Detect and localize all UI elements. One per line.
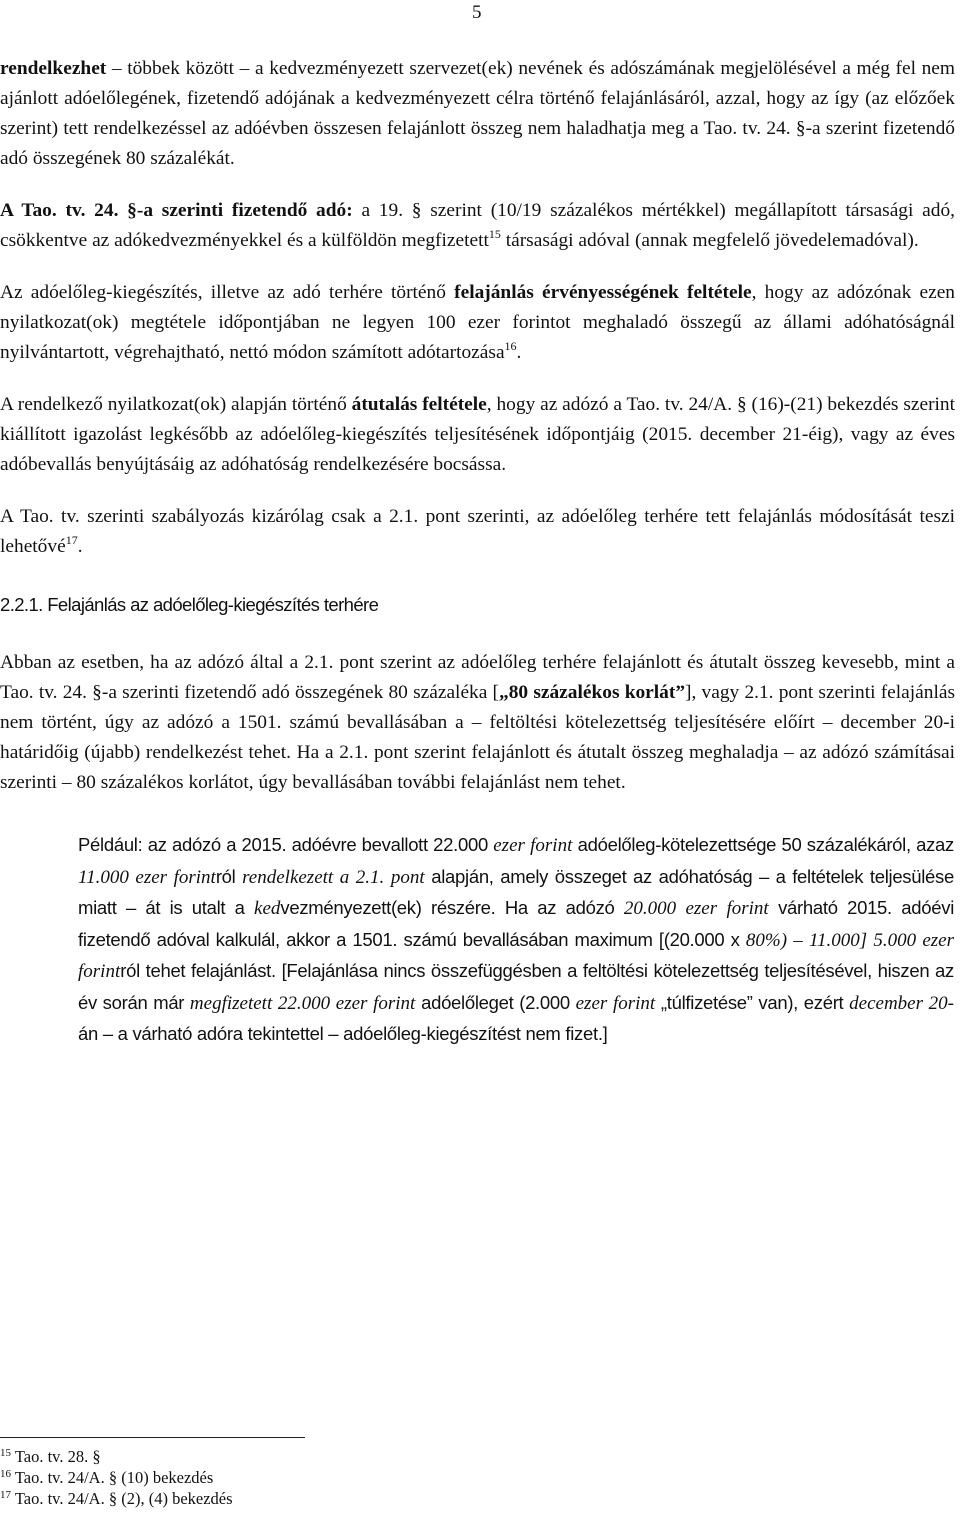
example-text: án – a várható adóra tekintettel – adóelőleg-kiegészítést nem fizet.] — [78, 1023, 608, 1044]
example-italic: ezer forint — [575, 992, 656, 1014]
example-text: alapján, amely összeget az adóhatóság – a feltételek teljesülése miatt – át is utalt a — [78, 865, 954, 918]
example-text: „túlfizetése” van), ezért — [655, 991, 850, 1013]
example-italic: ezer forint — [493, 835, 573, 856]
paragraph-szabalyozas — [0, 502, 955, 562]
paragraph-text: ], vagy 2.1. pont szerinti felajánlás nem történt, úgy az adózó a 1501. számú bevallásában a – feltöltési kötelezettség teljesítésére előírt – december 20-i határidőig (újabb) rendelkezést tehet. Ha a 2.1. pont szerint felajánlott és átutalt összeg meghaladja – az adózó számításai szerinti – 80 százalékos korlátot, úgy bevallásában további felajánlást nem tehet. — [0, 682, 955, 793]
paragraph-ervenyesseg — [0, 278, 955, 368]
paragraph-fizetendo-ado — [0, 196, 955, 256]
example-text: adóelőleg-kötelezettsége 50 százalékáról, azaz — [572, 834, 954, 855]
footnote-number: 17 — [0, 1489, 11, 1501]
paragraph-text: a 19. § szerint (10/19 százalékos mértékkel) megállapított társasági adó, csökkentve az adókedvezményekkel és a külföldön megfizetett — [0, 200, 955, 251]
example-italic: 20.000 ezer forint — [623, 898, 769, 919]
section-heading: 2.2.1. Felajánlás az adóelőleg-kiegészítés terhére — [0, 594, 379, 615]
paragraph-text: . — [77, 536, 83, 557]
paragraph-rendelkezhet — [0, 54, 955, 174]
paragraph-text: Az adóelőleg-kiegészítés, illetve az adó terhére történő — [0, 282, 455, 303]
footnote-16 — [0, 1467, 400, 1488]
footnote-text: Tao. tv. 24/A. § (10) bekezdés — [11, 1468, 214, 1487]
paragraph-text: Abban az esetben, ha az adózó által a 2.1. pont szerint az adóelőleg terhére felajánlott és átutalt összeg kevesebb, mint a Tao. tv. 24. §-a szerinti fizetendő adó összegének 80 százaléka [ — [0, 652, 955, 703]
footnote-17 — [0, 1488, 400, 1509]
example-italic: rendelkezett a 2.1. pont — [242, 866, 425, 888]
paragraph-text: , hogy az adózó a Tao. tv. 24/A. § (16)-(21) bekezdés szerint kiállított igazolást legkésőbb az adóelőleg-kiegészítés teljesítésének időpontjáig (2015. december 21-éig), vagy az éves adóbevallás benyújtásáig az adóhatóság rendelkezésére bocsássa. — [0, 394, 956, 475]
footnote-text: Tao. tv. 24/A. § (2), (4) bekezdés — [11, 1489, 233, 1508]
paragraph-text: A rendelkező nyilatkozat(ok) alapján történő — [0, 394, 352, 415]
bold-term: átutalás feltétele — [351, 394, 487, 415]
bold-term: A Tao. tv. 24. §-a szerinti fizetendő adó: — [0, 200, 353, 221]
footnotes — [0, 1437, 400, 1509]
footnote-number: 16 — [0, 1468, 11, 1480]
example-italic: ked — [254, 898, 281, 919]
footnote-ref[interactable]: 17 — [65, 533, 78, 547]
example-italic: 80%) – 11.000] 5.000 ezer forint — [78, 929, 955, 982]
paragraph-text: A Tao. tv. szerinti szabályozás kizárólag csak a 2.1. pont szerinti, az adóelőleg terhére tett felajánlás módosítását teszi lehetővé — [0, 506, 955, 557]
footnote-number: 15 — [0, 1447, 11, 1459]
paragraph-text: társasági adóval (annak megfelelő jövedelemadóval). — [500, 230, 919, 251]
bold-term: „80 százalékos korlát” — [499, 682, 686, 703]
example-text: adóelőleget (2.000 — [415, 991, 576, 1013]
paragraph-atutalas — [0, 390, 955, 480]
example-italic: megfizetett 22.000 ezer forint — [189, 992, 416, 1014]
example-text: várható 2015. adóévi fizetendő adóval kalkulál, akkor a 1501. számú bevallásában maximum [(20.000 x — [78, 897, 955, 950]
footnote-ref[interactable]: 16 — [504, 339, 517, 353]
footnote-15 — [0, 1446, 400, 1467]
footnote-text: Tao. tv. 28. § — [11, 1447, 101, 1466]
example-text: ról tehet felajánlást. [Felajánlása nincs összefüggésben a feltöltési kötelezettség teljesítésével, hiszen az év során már — [78, 960, 954, 1013]
document-body — [0, 54, 955, 1050]
bold-term: felajánlás érvényességének feltétele — [454, 282, 752, 303]
example-italic: december 20- — [849, 992, 954, 1014]
paragraph-text: . — [516, 342, 522, 363]
example-text: Például: az adózó a 2015. adóévre bevallott 22.000 — [78, 834, 494, 855]
page-number: 5 — [472, 2, 482, 23]
example-block — [78, 830, 954, 1050]
example-italic: 11.000 ezer forint — [78, 866, 216, 888]
example-text: vezményezett(ek) részére. Ha az adózó — [280, 897, 624, 918]
example-text: ról — [215, 865, 243, 887]
paragraph-80-szazalek — [0, 648, 955, 798]
paragraph-text: , hogy az adózónak ezen nyilatkozat(ok) megtétele időpontjában ne legyen 100 ezer forintot meghaladó összegű az állami adóhatóságnál nyilvántartott, végrehajtható, nettó módon számított adótartozása — [0, 282, 956, 363]
paragraph-text: – többek között – a kedvezményezett szervezet(ek) nevének és adószámának megjelölésével a még fel nem ajánlott adóelőlegének, fizetendő adójának a kedvezményezett célra történő felajánlásáról, azzal, hogy az így (az előzőek szerint) tett rendelkezéssel az adóévben összesen felajánlott összeg nem haladhatja meg a Tao. tv. 24. §-a szerint fizetendő adó összegének 80 százalékát. — [0, 58, 955, 169]
footnote-ref[interactable]: 15 — [488, 227, 501, 241]
bold-term: rendelkezhet — [0, 58, 107, 79]
footnote-divider — [0, 1437, 305, 1438]
